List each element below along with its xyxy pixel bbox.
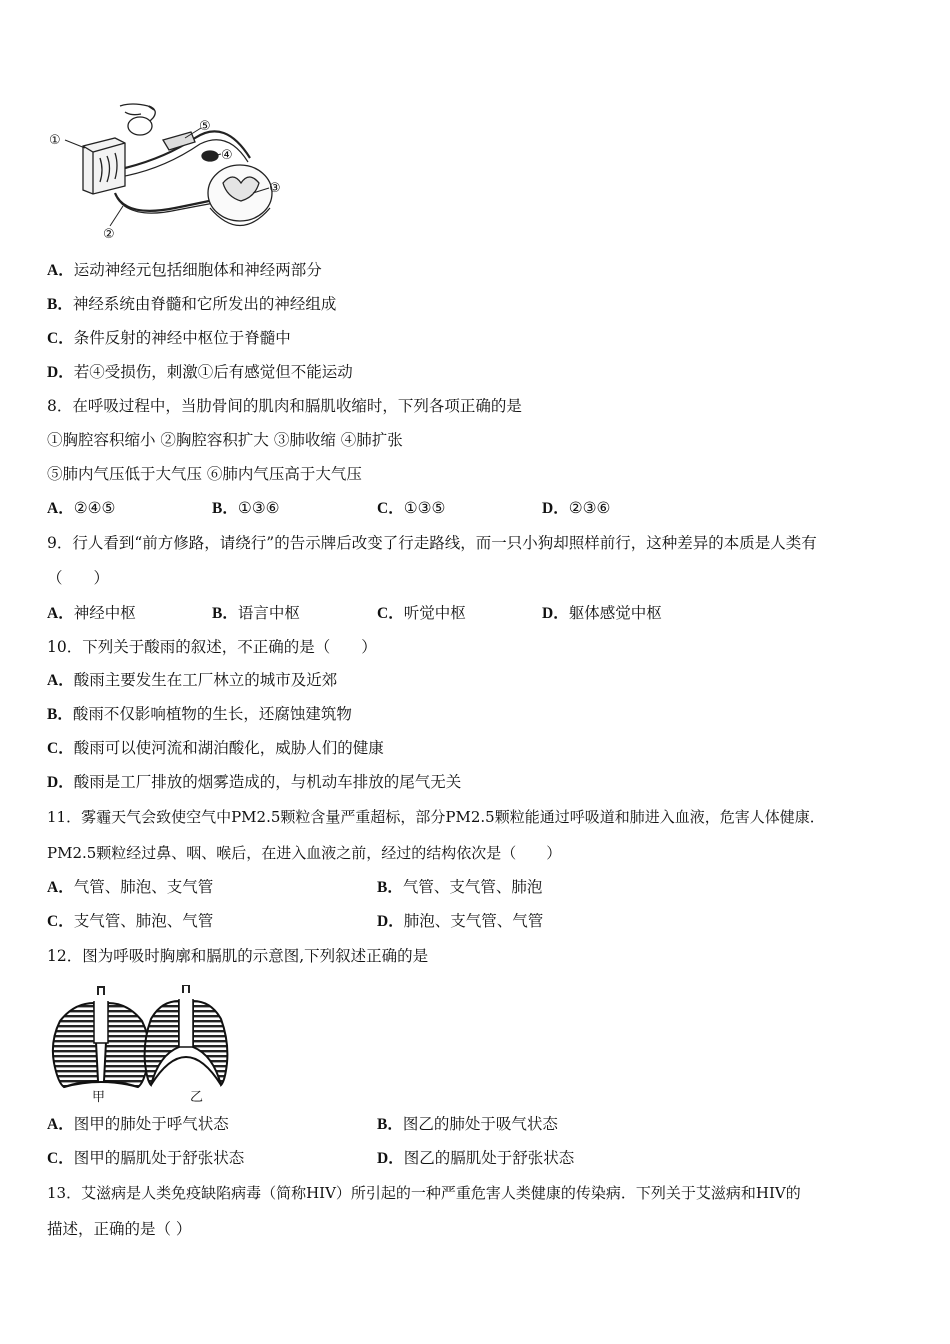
marker-5: ⑤	[199, 119, 211, 134]
q9-option-c: C．听觉中枢	[377, 604, 466, 622]
q11-stem: 11．雾霾天气会致使空气中PM2.5颗粒含量严重超标，部分PM2.5颗粒能通过呼吸道和肺进入血液，危害人体健康．	[47, 808, 825, 826]
q10-stem: 10．下列关于酸雨的叙述，不正确的是（ ）	[47, 638, 377, 656]
q13-stem-cont: 描述，正确的是（ ）	[47, 1220, 192, 1238]
q10-option-a: A．酸雨主要发生在工厂林立的城市及近郊	[47, 671, 338, 689]
q11-option-b: B．气管、支气管、肺泡	[377, 878, 543, 896]
q9-option-a: A．神经中枢	[47, 604, 136, 622]
q9-option-b: B．语言中枢	[212, 604, 300, 622]
q8-items-2: ⑤肺内气压低于大气压 ⑥肺内气压高于大气压	[47, 465, 362, 483]
reflex-arc-figure	[45, 98, 290, 243]
q11-option-d: D．肺泡、支气管、气管	[377, 912, 544, 930]
q10-option-d: D．酸雨是工厂排放的烟雾造成的，与机动车排放的尾气无关	[47, 773, 462, 791]
q11-option-c: C．支气管、肺泡、气管	[47, 912, 214, 930]
q9-stem-cont: （ ）	[47, 569, 110, 587]
q12-option-c: C．图甲的膈肌处于舒张状态	[47, 1149, 245, 1167]
q12-stem: 12．图为呼吸时胸廓和膈肌的示意图,下列叙述正确的是	[47, 947, 429, 965]
q11-option-a: A．气管、肺泡、支气管	[47, 878, 214, 896]
marker-3: ③	[269, 181, 281, 196]
q9-option-d: D．躯体感觉中枢	[542, 604, 662, 622]
q8-items-1: ①胸腔容积缩小 ②胸腔容积扩大 ③肺收缩 ④肺扩张	[47, 431, 403, 449]
q11-stem-cont: PM2.5颗粒经过鼻、咽、喉后，在进入血液之前，经过的结构依次是（ ）	[47, 844, 562, 862]
q10-option-b: B．酸雨不仅影响植物的生长，还腐蚀建筑物	[47, 705, 352, 723]
q7-option-c: C．条件反射的神经中枢位于脊髓中	[47, 329, 291, 347]
label-jia: 甲	[92, 1090, 106, 1105]
q12-option-a: A．图甲的肺处于呼气状态	[47, 1115, 229, 1133]
q12-option-d: D．图乙的膈肌处于舒张状态	[377, 1149, 575, 1167]
q8-stem: 8．在呼吸过程中，当肋骨间的肌肉和膈肌收缩时，下列各项正确的是	[47, 397, 522, 415]
label-yi: 乙	[190, 1090, 204, 1105]
marker-2: ②	[103, 227, 115, 242]
thorax-diaphragm-figure	[50, 985, 240, 1105]
q12-option-b: B．图乙的肺处于吸气状态	[377, 1115, 558, 1133]
q7-option-b: B．神经系统由脊髓和它所发出的神经组成	[47, 295, 337, 313]
q8-option-c: C．①③⑤	[377, 499, 446, 517]
marker-4: ④	[221, 148, 233, 163]
q9-stem: 9．行人看到“前方修路，请绕行”的告示牌后改变了行走路线，而一只小狗却照样前行，这种差异的本质是人类有	[47, 534, 817, 552]
marker-1: ①	[49, 133, 61, 148]
q10-option-c: C．酸雨可以使河流和湖泊酸化，威胁人们的健康	[47, 739, 384, 757]
q13-stem: 13．艾滋病是人类免疫缺陷病毒（简称HIV）所引起的一种严重危害人类健康的传染病．下列关于艾滋病和HIV的	[47, 1184, 801, 1202]
thorax-yi	[145, 985, 228, 1085]
q8-option-d: D．②③⑥	[542, 499, 611, 517]
q8-option-b: B．①③⑥	[212, 499, 280, 517]
q7-option-d: D．若④受损伤，刺激①后有感觉但不能运动	[47, 363, 353, 381]
q8-option-a: A．②④⑤	[47, 499, 116, 517]
q7-option-a: A．运动神经元包括细胞体和神经两部分	[47, 261, 322, 279]
thorax-jia	[53, 987, 149, 1087]
